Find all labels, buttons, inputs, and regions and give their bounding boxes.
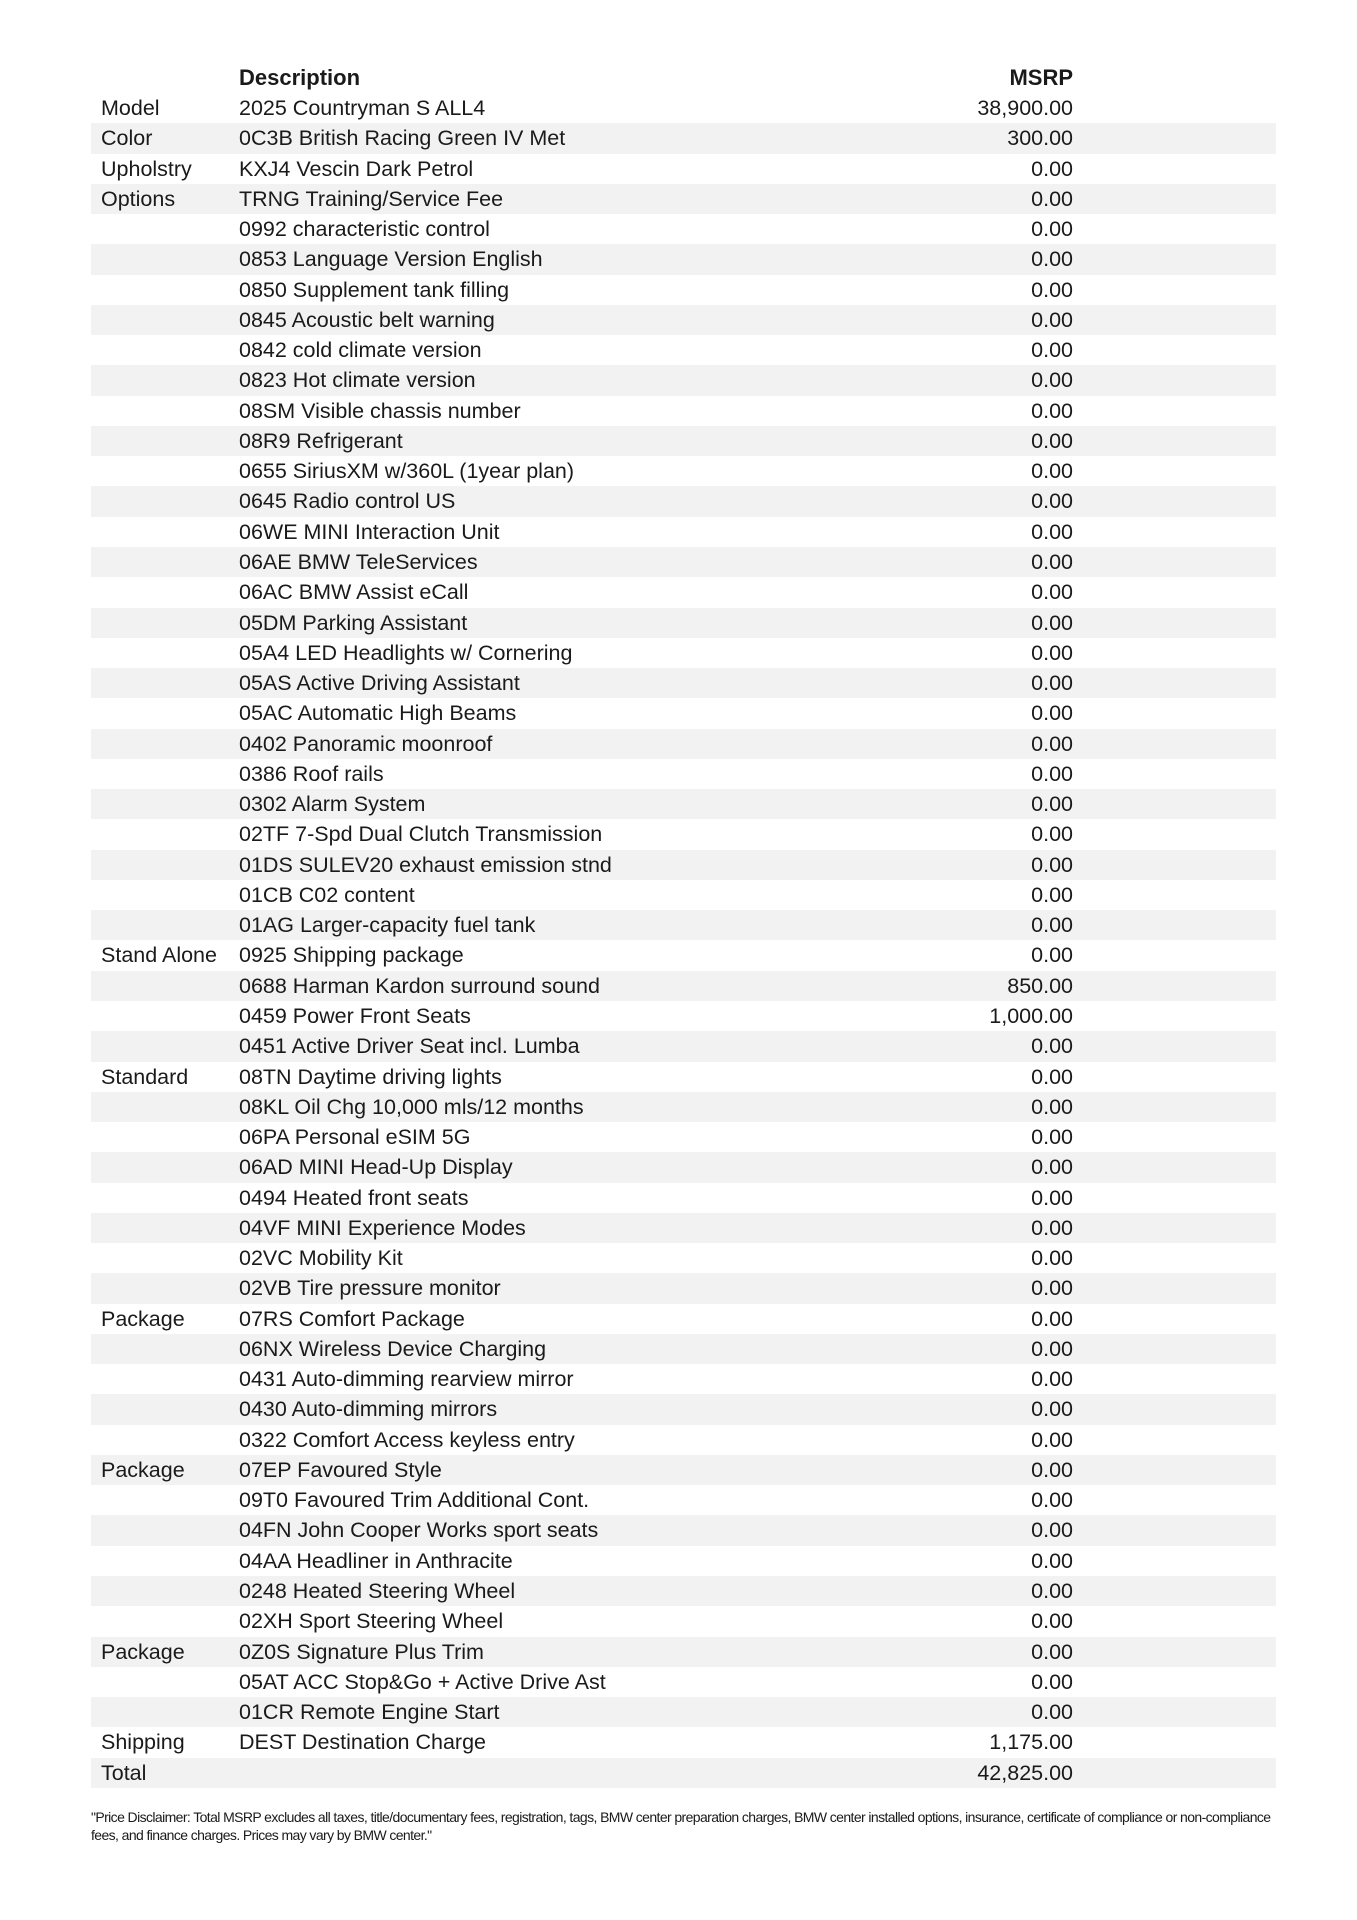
table-row xyxy=(91,729,1276,759)
table-row xyxy=(91,1515,1276,1545)
table-row xyxy=(91,93,1276,123)
row-description: 0386 Roof rails xyxy=(239,761,384,786)
line-items xyxy=(91,93,1276,1788)
row-description: 0451 Active Driver Seat incl. Lumba xyxy=(239,1034,580,1059)
row-msrp: 1,000.00 xyxy=(989,1003,1073,1028)
row-description: 02XH Sport Steering Wheel xyxy=(239,1609,504,1634)
table-row xyxy=(91,396,1276,426)
row-msrp: 1,175.00 xyxy=(989,1730,1073,1755)
row-category: Standard xyxy=(101,1064,189,1089)
table-row xyxy=(91,789,1276,819)
row-msrp: 42,825.00 xyxy=(977,1760,1073,1785)
table-row xyxy=(91,1334,1276,1364)
table-row xyxy=(91,608,1276,638)
row-category: Color xyxy=(101,126,153,151)
row-category: Stand Alone xyxy=(101,943,217,968)
row-msrp: 0.00 xyxy=(1031,1246,1073,1271)
row-description: TRNG Training/Service Fee xyxy=(239,186,504,211)
row-msrp: 0.00 xyxy=(1031,1034,1073,1059)
row-msrp: 0.00 xyxy=(1031,671,1073,696)
row-msrp: 0.00 xyxy=(1031,1155,1073,1180)
row-msrp: 0.00 xyxy=(1031,1397,1073,1422)
row-msrp: 0.00 xyxy=(1031,549,1073,574)
row-description: 06AC BMW Assist eCall xyxy=(239,580,469,605)
row-description: 07RS Comfort Package xyxy=(239,1306,465,1331)
row-msrp: 0.00 xyxy=(1031,1215,1073,1240)
row-description: DEST Destination Charge xyxy=(239,1730,486,1755)
row-msrp: 0.00 xyxy=(1031,1125,1073,1150)
row-msrp: 0.00 xyxy=(1031,1276,1073,1301)
row-msrp: 0.00 xyxy=(1031,1518,1073,1543)
price-disclaimer: "Price Disclaimer: Total MSRP excludes all taxes, title/documentary fees, registration, tags, BMW center preparation charges, BMW center installed options, insurance, certificate of compliance or non-compliance fees, and finance charges. Prices may vary by BMW center." xyxy=(91,1809,1271,1843)
row-category: Options xyxy=(101,186,176,211)
row-description: 0645 Radio control US xyxy=(239,489,456,514)
row-description: 06NX Wireless Device Charging xyxy=(239,1336,547,1361)
row-msrp: 0.00 xyxy=(1031,1427,1073,1452)
table-row xyxy=(91,1606,1276,1636)
row-msrp: 0.00 xyxy=(1031,580,1073,605)
table-row xyxy=(91,1243,1276,1273)
row-description: 0402 Panoramic moonroof xyxy=(239,731,493,756)
description-column-header: Description xyxy=(239,65,361,90)
table-row xyxy=(91,184,1276,214)
row-description: 0845 Acoustic belt warning xyxy=(239,307,495,332)
table-row xyxy=(91,668,1276,698)
row-description: 05A4 LED Headlights w/ Cornering xyxy=(239,640,573,665)
table-row xyxy=(91,123,1276,153)
table-row xyxy=(91,910,1276,940)
table-row xyxy=(91,335,1276,365)
row-msrp: 0.00 xyxy=(1031,1367,1073,1392)
row-description: 07EP Favoured Style xyxy=(239,1457,442,1482)
table-row xyxy=(91,214,1276,244)
table-row xyxy=(91,1213,1276,1243)
row-description: 09T0 Favoured Trim Additional Cont. xyxy=(239,1488,590,1513)
table-row xyxy=(91,1273,1276,1303)
row-description: KXJ4 Vescin Dark Petrol xyxy=(239,156,474,181)
table-row xyxy=(91,517,1276,547)
row-description: 0Z0S Signature Plus Trim xyxy=(239,1639,484,1664)
row-msrp: 0.00 xyxy=(1031,1669,1073,1694)
row-msrp: 0.00 xyxy=(1031,156,1073,181)
row-msrp: 0.00 xyxy=(1031,1488,1073,1513)
row-msrp: 0.00 xyxy=(1031,1457,1073,1482)
row-description: 0302 Alarm System xyxy=(239,792,426,817)
row-msrp: 0.00 xyxy=(1031,852,1073,877)
row-msrp: 0.00 xyxy=(1031,1185,1073,1210)
table-row xyxy=(91,1727,1276,1757)
row-description: 0322 Comfort Access keyless entry xyxy=(239,1427,575,1452)
row-description: 05AC Automatic High Beams xyxy=(239,701,517,726)
row-msrp: 0.00 xyxy=(1031,882,1073,907)
row-msrp: 0.00 xyxy=(1031,610,1073,635)
row-description: 0688 Harman Kardon surround sound xyxy=(239,973,600,998)
row-description: 0430 Auto-dimming mirrors xyxy=(239,1397,498,1422)
row-description: 08R9 Refrigerant xyxy=(239,428,403,453)
table-row xyxy=(91,819,1276,849)
row-msrp: 0.00 xyxy=(1031,822,1073,847)
row-msrp: 0.00 xyxy=(1031,277,1073,302)
row-msrp: 0.00 xyxy=(1031,307,1073,332)
row-category: Package xyxy=(101,1639,185,1664)
row-msrp: 0.00 xyxy=(1031,731,1073,756)
row-description: 02TF 7-Spd Dual Clutch Transmission xyxy=(239,822,603,847)
row-description: 01CR Remote Engine Start xyxy=(239,1700,500,1725)
row-description: 0C3B British Racing Green IV Met xyxy=(239,126,566,151)
table-row xyxy=(91,1546,1276,1576)
row-description: 01AG Larger-capacity fuel tank xyxy=(239,913,536,938)
row-description: 0655 SiriusXM w/360L (1year plan) xyxy=(239,459,575,484)
table-row xyxy=(91,1183,1276,1213)
table-row xyxy=(91,547,1276,577)
row-description: 08TN Daytime driving lights xyxy=(239,1064,502,1089)
row-msrp: 0.00 xyxy=(1031,1336,1073,1361)
price-sheet xyxy=(91,60,1276,1788)
table-row xyxy=(91,940,1276,970)
row-description: 0842 cold climate version xyxy=(239,338,482,363)
row-category: Total xyxy=(101,1760,147,1785)
row-description: 06AE BMW TeleServices xyxy=(239,549,478,574)
row-msrp: 0.00 xyxy=(1031,701,1073,726)
row-msrp: 0.00 xyxy=(1031,1306,1073,1331)
row-description: 0925 Shipping package xyxy=(239,943,464,968)
table-row xyxy=(91,1758,1276,1788)
row-description: 06WE MINI Interaction Unit xyxy=(239,519,500,544)
row-description: 04AA Headliner in Anthracite xyxy=(239,1548,513,1573)
row-msrp: 0.00 xyxy=(1031,792,1073,817)
table-row xyxy=(91,1425,1276,1455)
table-row xyxy=(91,1062,1276,1092)
msrp-column-header: MSRP xyxy=(1009,65,1073,90)
table-row xyxy=(91,486,1276,516)
table-row xyxy=(91,577,1276,607)
row-description: 0992 characteristic control xyxy=(239,217,490,242)
table-row xyxy=(91,1485,1276,1515)
row-category: Shipping xyxy=(101,1730,185,1755)
table-row xyxy=(91,638,1276,668)
row-category: Upholstry xyxy=(101,156,192,181)
row-category: Package xyxy=(101,1457,185,1482)
row-description: 06PA Personal eSIM 5G xyxy=(239,1125,471,1150)
table-row xyxy=(91,456,1276,486)
table-row xyxy=(91,1122,1276,1152)
row-msrp: 0.00 xyxy=(1031,519,1073,544)
table-row xyxy=(91,154,1276,184)
row-msrp: 0.00 xyxy=(1031,368,1073,393)
table-row xyxy=(91,365,1276,395)
row-description: 02VC Mobility Kit xyxy=(239,1246,403,1271)
row-description: 0850 Supplement tank filling xyxy=(239,277,510,302)
table-row xyxy=(91,426,1276,456)
table-row xyxy=(91,759,1276,789)
table-row xyxy=(91,1304,1276,1334)
table-row xyxy=(91,971,1276,1001)
table-row xyxy=(91,1667,1276,1697)
row-description: 05DM Parking Assistant xyxy=(239,610,468,635)
row-description: 05AS Active Driving Assistant xyxy=(239,671,520,696)
row-msrp: 0.00 xyxy=(1031,1639,1073,1664)
row-description: 0853 Language Version English xyxy=(239,247,543,272)
table-row xyxy=(91,1576,1276,1606)
row-description: 04FN John Cooper Works sport seats xyxy=(239,1518,599,1543)
row-msrp: 0.00 xyxy=(1031,761,1073,786)
table-row xyxy=(91,1637,1276,1667)
row-category: Model xyxy=(101,96,160,120)
table-row xyxy=(91,275,1276,305)
row-msrp: 0.00 xyxy=(1031,338,1073,363)
row-msrp: 0.00 xyxy=(1031,1548,1073,1573)
table-row xyxy=(91,1455,1276,1485)
row-description: 02VB Tire pressure monitor xyxy=(239,1276,501,1301)
table-header xyxy=(91,60,1276,93)
row-description: 0431 Auto-dimming rearview mirror xyxy=(239,1367,574,1392)
row-msrp: 0.00 xyxy=(1031,428,1073,453)
table-row xyxy=(91,1697,1276,1727)
row-description: 01CB C02 content xyxy=(239,882,415,907)
row-description: 2025 Countryman S ALL4 xyxy=(239,96,486,120)
table-row xyxy=(91,305,1276,335)
row-description: 0248 Heated Steering Wheel xyxy=(239,1579,516,1604)
row-msrp: 0.00 xyxy=(1031,398,1073,423)
row-description: 01DS SULEV20 exhaust emission stnd xyxy=(239,852,612,877)
table-row xyxy=(91,1092,1276,1122)
row-msrp: 0.00 xyxy=(1031,217,1073,242)
row-msrp: 38,900.00 xyxy=(977,96,1073,120)
row-msrp: 0.00 xyxy=(1031,1064,1073,1089)
row-description: 06AD MINI Head-Up Display xyxy=(239,1155,513,1180)
table-row xyxy=(91,1001,1276,1031)
row-msrp: 0.00 xyxy=(1031,1579,1073,1604)
table-row xyxy=(91,1364,1276,1394)
table-row xyxy=(91,244,1276,274)
row-msrp: 0.00 xyxy=(1031,1094,1073,1119)
row-description: 08SM Visible chassis number xyxy=(239,398,521,423)
row-msrp: 300.00 xyxy=(1007,126,1073,151)
row-msrp: 0.00 xyxy=(1031,489,1073,514)
row-description: 0459 Power Front Seats xyxy=(239,1003,471,1028)
row-description: 08KL Oil Chg 10,000 mls/12 months xyxy=(239,1094,584,1119)
row-msrp: 0.00 xyxy=(1031,186,1073,211)
table-row xyxy=(91,698,1276,728)
row-description: 04VF MINI Experience Modes xyxy=(239,1215,526,1240)
table-row xyxy=(91,1152,1276,1182)
row-msrp: 0.00 xyxy=(1031,913,1073,938)
table-row xyxy=(91,850,1276,880)
row-msrp: 0.00 xyxy=(1031,247,1073,272)
table-row xyxy=(91,1394,1276,1424)
table-row xyxy=(91,880,1276,910)
row-msrp: 0.00 xyxy=(1031,1609,1073,1634)
row-description: 05AT ACC Stop&Go + Active Drive Ast xyxy=(239,1669,606,1694)
row-msrp: 0.00 xyxy=(1031,459,1073,484)
row-msrp: 0.00 xyxy=(1031,943,1073,968)
row-description: 0823 Hot climate version xyxy=(239,368,476,393)
table-row xyxy=(91,1031,1276,1061)
row-msrp: 0.00 xyxy=(1031,1700,1073,1725)
row-msrp: 0.00 xyxy=(1031,640,1073,665)
row-category: Package xyxy=(101,1306,185,1331)
row-description: 0494 Heated front seats xyxy=(239,1185,469,1210)
row-msrp: 850.00 xyxy=(1007,973,1073,998)
